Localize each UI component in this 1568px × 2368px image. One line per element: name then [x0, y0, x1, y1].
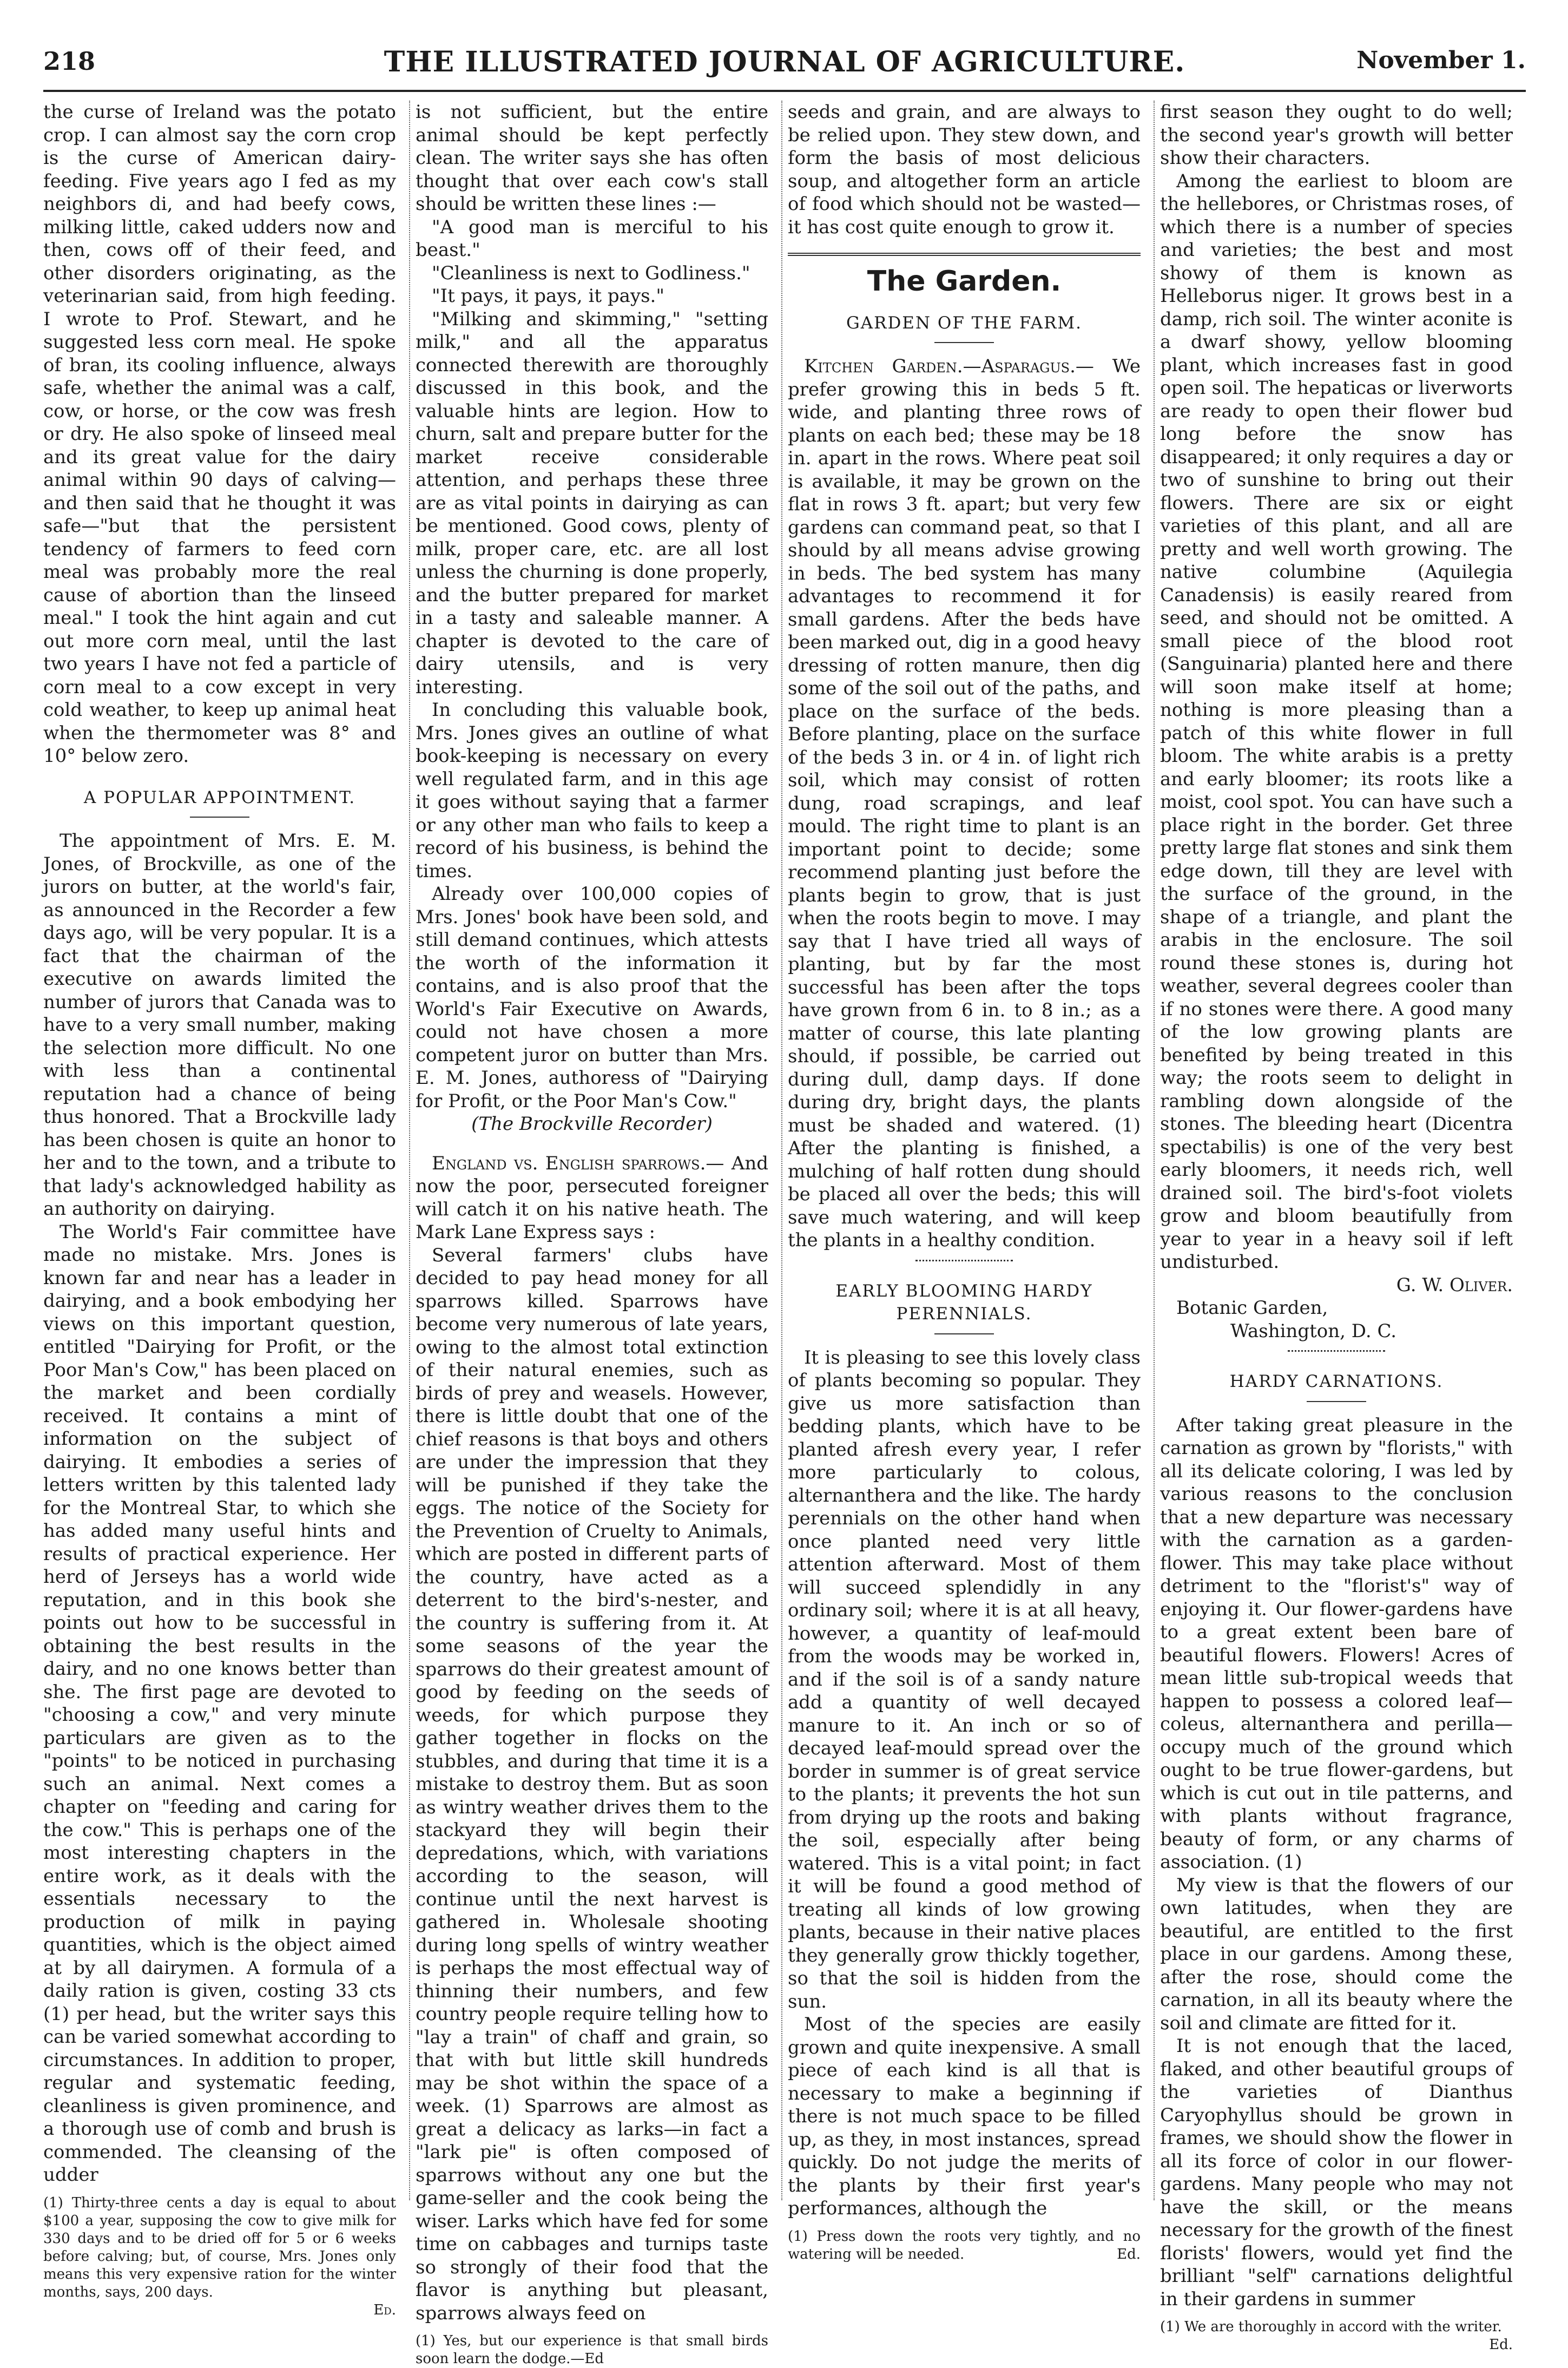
footnote-text: (1) Thirty-three cents a day is equal to about $100 a year, supposing the cow to give milk for 330 days and to be dried off for 5 or 6 weeks before calving; but, of course, Mrs. Jones only means this very expensive ration for the winter months, says, 200 days. [43, 2194, 396, 2300]
heading-rule [1307, 1401, 1366, 1402]
section-separator [788, 253, 1141, 256]
article-paragraph: Several farmers' clubs have decided to pay head money for all sparrows killed. Sparrows have become very numerous of late years, owing to the almost total extinction of their natural enemies, such as birds of prey and weasels. However, there is little doubt that one of the chief reasons is that boys and others are under the impression that they will be punished if they take the eggs. The notice of the Society for the Prevention of Cruelty to Animals, which are posted in different parts of the country, have acted as a deterrent to the bird's-nester, and the country is suffering from it. At some seasons of the year the sparrows do their greatest amount of good by feeding on the seeds of weeds, for which purpose they gather together in flocks on the stubbles, and during that time it is a mistake to destroy them. But as soon as wintry weather drives them to the stackyard they will begin their depredations, which, with variations according to the season, will continue until the next harvest is gathered in. Wholesale shooting during long spells of wintry weather is perhaps the most effectual way of thinning their numbers, and few country people require telling how to "lay a train" of chaff and grain, so that with but little skill hundreds may be shot within the space of a week. (1) Sparrows are almost as great a delicacy as larks—in fact a "lark pie" is often composed of sparrows without any one but the game-seller and the cook being the wiser. Larks which have fed for some time on cabbages and turnips taste so strongly of their food that the flavor is anything but pleasant, sparrows always feed on [416, 1244, 768, 2324]
quote-line: "It pays, it pays, it pays." [432, 285, 664, 307]
page-header [43, 47, 1526, 90]
article-paragraph [788, 355, 1141, 1252]
article-paragraph: It is pleasing to see this lovely class of plants becoming so popular. They give us more satisfaction than bedding plants, which have to be planted afresh every year, I refer more particularly to colous, alternanthera and the like. The hardy perennials on the other hand when once planted need very little attention afterward. Most of them will succeed splendidly in any ordinary soil; where it is at all heavy, however, a quantity of leaf-mould from the woods may be worked in, and if the soil is of a sandy nature add a quantity of well decayed manure to it. An inch or so of decayed leaf-mould spread over the border in summer is of great service to the plants; it prevents the hot sun from drying up the roots and baking the soil, especially after being watered. This is a vital point; in fact it will be found a good method of treating all kinds of low growing plants, because in their native places they generally grow thickly together, so that the soil is hidden from the sun. [788, 1346, 1141, 2012]
author-signature: G. W. Oliver. [1396, 1274, 1513, 1296]
article-paragraph: the curse of Ireland was the potato crop. I can almost say the corn crop is the curse of American dairy-feeding. Five years ago I fed as my neighbors di, and had beefy cows, milking little, caked udders now and then, cows off of their feed, and other disorders originating, as the veterinarian said, from high feeding. I wrote to Prof. Stewart, and he suggested less corn meal. He spoke of bran, its cooling influence, always safe, whether the animal was a calf, cow, or horse, or the cow was fresh or dry. He also spoke of linseed meal and its great value for the dairy animal within 90 days of calving—and then said that he thought it was safe—"but that the persistent tendency of farmers to feed corn meal was probably more the real cause of abortion than the linseed meal." I took the hint again and cut out more corn meal, until the last two years I have not fed a particle of corn meal to a cow except in very cold weather, to keep up animal heat when the thermometer was 8° and 10° below zero. [43, 101, 396, 767]
column-divider [781, 101, 782, 2200]
header-rule [43, 90, 1526, 92]
heading-rule [934, 342, 994, 343]
article-paragraph: Most of the species are easily grown and quite inexpensive. A small piece of each kind is all that is necessary to make a beginning if there is not much space to be filled up, as they, in most instances, spread quickly. Do not judge the merits of the plants by their first year's performances, although the [788, 2014, 1141, 2219]
footnote-sign: Ed. [1117, 2246, 1141, 2262]
sparrows-title: England vs. English sparrows.— [432, 1152, 724, 1174]
column-1 [43, 101, 396, 2318]
page-number: 218 [43, 47, 96, 76]
column-3 [788, 101, 1141, 2262]
article-paragraph: The World's Fair committee have made no mistake. Mrs. Jones is known far and near has a leader in dairying, and a book embodying her views on this important question, entitled "Dairying for Profit, or the Poor Man's Cow," has been placed on the market and been cordially received. It contains a mint of information on the subject of dairying. It embodies a series of letters written by this talented lady for the Montreal Star, to which she has added many useful hints and results of practical experience. Her herd of Jerseys has a world wide reputation, and in this book she points out how to be successful in obtaining the best results in the dairy, and no one knows better than she. The first page are devoted to "choosing a cow," and very minute particulars are given as to the "points" to be noticed in purchasing such an animal. Next comes a chapter on "feeding and caring for the cow." This is perhaps one of the most interesting chapters in the entire work, as it deals with the essentials necessary to the production of milk in paying quantities, which is the object aimed at by all dairymen. A formula of a daily ration is given, costing 33 cts (1) per head, but the writer says this can be varied somewhat according to circumstances. In addition to proper, regular and systematic feeding, cleanliness is given prominence, and a thorough use of comb and brush is commended. The cleansing of the udder [43, 1221, 396, 2186]
quote-line: "Cleanliness is next to Godliness." [432, 262, 750, 284]
article-paragraph: My view is that the flowers of our own latitudes, when they are beautiful, are entitled to the first place in our gardens. Among these, after the rose, should come the carnation, in all its beauty where the soil and climate are fitted for it. [1160, 1874, 1513, 2034]
section-title: The Garden. [867, 265, 1062, 298]
article-paragraph: Already over 100,000 copies of Mrs. Jones' book have been sold, and still demand continues, which attests the worth of the information it contains, and is also proof that the World's Fair Executive on Awards, could not have chosen a more competent juror on butter than Mrs. E. M. Jones, authoress of "Dairying for Profit, or the Poor Man's Cow." [416, 883, 768, 1112]
footnote [788, 2228, 1141, 2264]
author-place: Botanic Garden, [1176, 1297, 1328, 1319]
footnote: (1) Yes, but our experience is that small birds soon learn the dodge.—Ed [416, 2333, 768, 2367]
footnote [43, 2194, 396, 2319]
article-paragraph: seeds and grain, and are always to be relied upon. They stew down, and form the basis of most delicious soup, and altogether form an article of food which should not be wasted—it has cost quite enough to grow it. [788, 101, 1141, 238]
kitchen-garden-title: Kitchen Garden.—Asparagus.— [804, 356, 1094, 377]
kitchen-garden-text: We prefer growing this in beds 5 ft. wide, and planting three rows of plants on each bed; these may be 18 in. apart in the rows. Where peat soil is available, it may be grown on the flat in rows 3 ft. apart; but very few gardens can command peat, so that I should by all means advise growing in beds. The bed system has many advantages to recommend it for small gardens. After the beds have been marked out, dig in a good heavy dressing of rotten manure, then dig some of the soil out of the paths, and place on the surface of the beds. Before planting, place on the surface of the beds 3 in. or 4 in. of light rich soil, which may consist of rotten dung, road scrapings, and leaf mould. The right time to plant is an important point to decide; some recommend planting just before the plants begin to grow, that is just when the roots begin to move. I may say that I have tried all ways of planting, but by far the most successful has been after the tops have grown from 6 in. to 8 in.; as a matter of course, this late planting should, if possible, be carried out during dull, damp days. If done during dry, bright days, the plants must be shaded and watered. (1) After the planting is finished, a mulching of half rotten dung should be placed all over the beds; this will save much watering, and will keep the plants in a healthy condition. [788, 356, 1141, 1251]
issue-date: November 1. [1356, 47, 1526, 74]
article-paragraph: After taking great pleasure in the carnation as grown by "florists," with all its delicate coloring, I was led by various reasons to the conclusion that a new departure was necessary with the carnation as a garden-flower. This may take place without detriment to the "florist's" way of enjoying it. Our flower-gardens have to a great extent been bare of beautiful flowers. Flowers! Acres of mean little sub-tropical weeds that happen to possess a colored leaf—coleus, alternanthera and perilla—occupy much of the ground which ought to be true flower-gardens, but which is cut out in tile patterns, and with plants without fragrance, beauty of form, or any charms of association. (1) [1160, 1414, 1513, 1873]
column-2 [416, 101, 768, 2367]
footnote [1160, 2318, 1513, 2353]
author-place: Washington, D. C. [1230, 1320, 1397, 1342]
sparrows-intro: And now the poor, persecuted foreigner will catch it on his native heath. The Mark Lane Express says : [416, 1152, 768, 1243]
article-paragraph: is not sufficient, but the entire animal should be kept perfectly clean. The writer says she has often thought that over each cow's stall should be written these lines :— [416, 101, 768, 215]
article-heading: HARDY CARNATIONS. [1229, 1372, 1444, 1391]
article-paragraph: The appointment of Mrs. E. M. Jones, of Brockville, as one of the jurors on butter, at the world's fair, as announced in the Recorder a few days ago, will be very popular. It is a fact that the chairman of the executive on awards limited the number of jurors that Canada was to have to a very small number, making the selection more difficult. No one with less than a continental reputation had a chance of being thus honored. That a Brockville lady has been chosen is quite an honor to her and to the town, and a tribute to that lady's acknowledged hability as an authority on dairying. [43, 830, 396, 1220]
column-divider [409, 101, 410, 2200]
heading-rule [190, 817, 249, 818]
journal-title: THE ILLUSTRATED JOURNAL OF AGRICULTURE. [384, 45, 1185, 78]
article-source: (The Brockville Recorder) [471, 1113, 713, 1135]
article-paragraph: It is not enough that the laced, flaked, and other beautiful groups of the varieties of Dianthus Caryophyllus should be grown in frames, we should show the flower in all its force of color in our flower-gardens. Many people who may not have the skill, or the means necessary for the growth of the finest florists' flowers, would yet find the brilliant "self" carnations delightful in their gardens in summer [1160, 2035, 1513, 2310]
footnote-text: (1) Press down the roots very tightly, and no watering will be needed. [788, 2228, 1141, 2262]
heading-rule [934, 1333, 994, 1334]
article-heading: A POPULAR APPOINTMENT. [83, 787, 356, 807]
column-4 [1160, 101, 1513, 2353]
article-paragraph [416, 1152, 768, 1244]
quote-line: "A good man is merciful to his beast." [416, 216, 768, 261]
article-heading: GARDEN OF THE FARM. [846, 313, 1083, 333]
ornament-rule [915, 1260, 1013, 1261]
footnote-text: (1) We are thoroughly in accord with the writer. [1160, 2319, 1502, 2335]
article-paragraph: first season they ought to do well; the second year's growth will better show their characters. [1160, 101, 1513, 169]
column-divider [1154, 101, 1155, 2200]
article-heading: EARLY BLOOMING HARDY PERENNIALS. [835, 1281, 1093, 1324]
article-paragraph: In concluding this valuable book, Mrs. Jones gives an outline of what book-keeping is necessary on every well regulated farm, and in this age it goes without saying that a farmer or any other man who fails to keep a record of his business, is behind the times. [416, 699, 768, 882]
footnote-sign: Ed. [1489, 2337, 1513, 2353]
ornament-rule [1288, 1350, 1385, 1352]
footnote-sign: Ed. [373, 2301, 396, 2318]
article-paragraph: Among the earliest to bloom are the hellebores, or Christmas roses, of which there is a number of species and varieties; the best and most showy of them is known as Helleborus niger. It grows best in a damp, rich soil. The winter aconite is a dwarf showy, yellow blooming plant, which increases fast in good open soil. The hepaticas or liverworts are ready to open their flower bud long before the snow has disappeared; it only requires a day or two of sunshine to bring out their flowers. There are six or eight varieties of this plant, and all are pretty and well worth growing. The native columbine (Aquilegia Canadensis) is easily reared from seed, and should not be omitted. A small piece of the blood root (Sanguinaria) planted here and there will soon make itself at home; nothing is more pleasing than a patch of this white flower in full bloom. The white arabis is a pretty and early bloomer; its roots like a moist, cool spot. You can have such a place right in the border. Get three pretty large flat stones and sink them edge down, till they are level with the surface of the ground, in the shape of a triangle, and plant the arabis in the enclosure. The soil round these stones is, during hot weather, several degrees cooler than if no stones were there. A good many of the low growing plants are benefited by being treated in this way; the roots seem to delight in rambling down alongside of the stones. The bleeding heart (Dicentra spectabilis) is one of the very best early bloomers, it needs rich, well drained soil. The bird's-foot violets grow and bloom beautifully from year to year in a heavy soil if left undisturbed. [1160, 170, 1513, 1273]
article-paragraph: "Milking and skimming," "setting milk," and all the apparatus connected therewith are thoroughly discussed in this book, and the valuable hints are legion. How to churn, salt and prepare butter for the market receive considerable attention, and perhaps these three are as vital points in dairying as can be mentioned. Good cows, plenty of milk, proper care, etc. are all lost unless the churning is done properly, and the butter prepared for market in a tasty and saleable manner. A chapter is devoted to the care of dairy utensils, and is very interesting. [416, 308, 768, 698]
